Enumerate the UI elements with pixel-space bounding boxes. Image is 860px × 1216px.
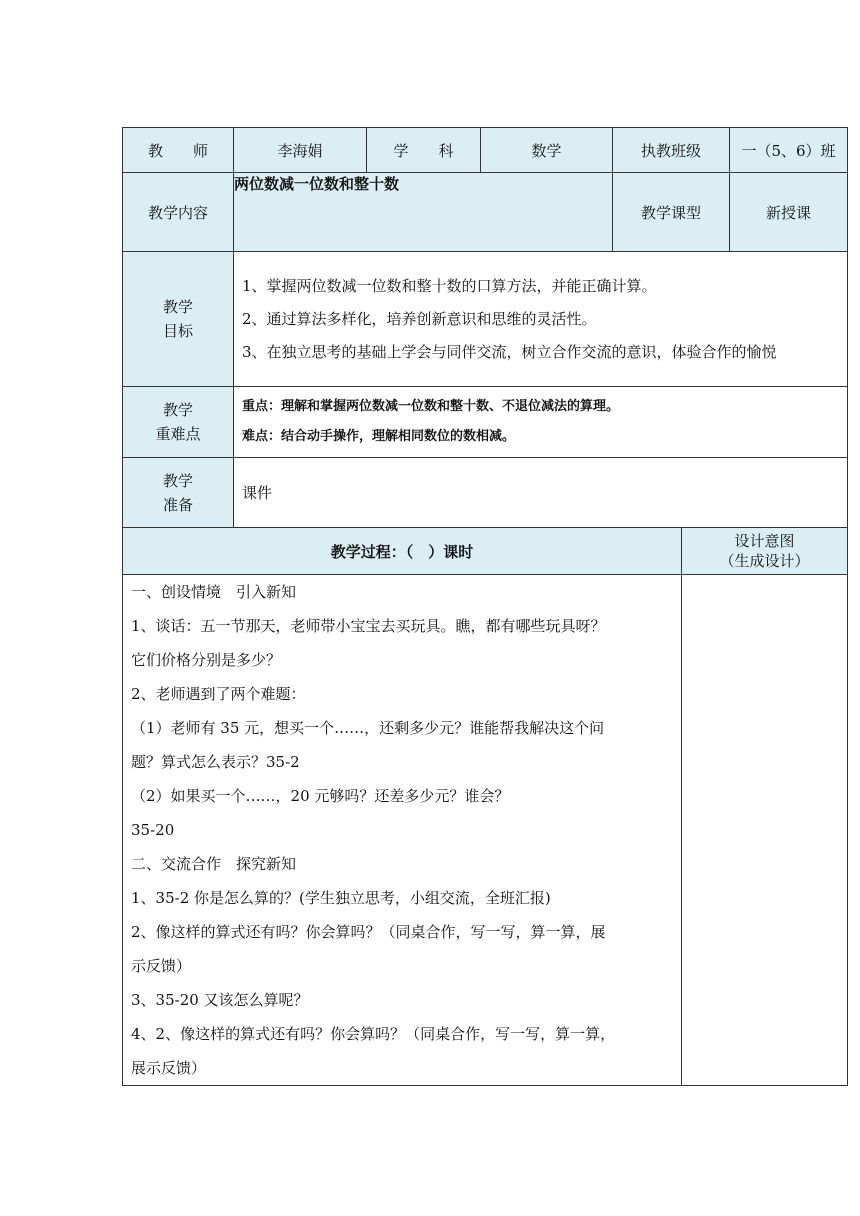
process-line: 展示反馈） [131,1059,207,1077]
objectives-row [123,252,848,387]
objectives-content [234,252,848,387]
process-line: 2、老师遇到了两个难题： [131,685,306,703]
content-label: 教学内容 [123,173,234,252]
content-row [123,173,848,252]
process-line: 2、像这样的算式还有吗？你会算吗？（同桌合作，写一写，算一算，展 [131,923,606,941]
design-intent-content [682,575,848,1086]
design-intent-header [682,528,848,575]
process-line: 3、35-20 又该怎么算呢？ [131,991,309,1009]
objective-item: 1、掌握两位数减一位数和整十数的口算方法，并能正确计算。 [242,276,657,295]
preparation-label [123,458,234,528]
content-title: 两位数减一位数和整十数 [234,173,613,252]
process-line: 1、谈话：五一节那天，老师带小宝宝去买玩具。瞧，都有哪些玩具呀？ [131,617,606,635]
class-label: 执教班级 [613,128,730,173]
teacher-label: 教 师 [123,128,234,173]
preparation-value: 课件 [234,458,848,528]
process-line: 二、交流合作 探究新知 [131,855,297,873]
subject-value: 数学 [481,128,613,173]
objective-item: 2、通过算法多样化，培养创新意识和思维的灵活性。 [242,309,597,328]
design-intent-line2: （生成设计） [719,552,810,570]
process-title: 教学过程：（ ）课时 [123,528,682,575]
difficulty-text: 难点：结合动手操作，理解相同数位的数相减。 [242,429,516,444]
objectives-label-line1: 教学 [162,298,193,316]
key-points-label-line1: 教学 [162,401,193,419]
design-intent-line1: 设计意图 [734,532,795,550]
process-header-row [123,528,848,575]
process-content [123,575,682,1086]
objectives-label-line2: 目标 [162,322,193,340]
process-line: 35-20 [131,821,175,839]
teacher-name: 李海娟 [234,128,367,173]
class-value: 一（5、6）班 [730,128,848,173]
subject-label: 学 科 [367,128,481,173]
process-line: （1）老师有 35 元，想买一个……，还剩多少元？谁能帮我解决这个问 [131,719,605,737]
key-point-text: 重点：理解和掌握两位数减一位数和整十数、不退位减法的算理。 [242,399,620,414]
key-points-label-line2: 重难点 [155,425,201,443]
process-line: 它们价格分别是多少？ [131,651,282,669]
process-line: 示反馈） [131,957,192,975]
preparation-label-line2: 准备 [162,495,193,514]
process-line: 题？算式怎么表示？35-2 [131,753,300,771]
process-line: 一、创设情境 引入新知 [131,583,297,601]
lesson-type-value: 新授课 [730,173,848,252]
process-line: 4、2、像这样的算式还有吗？你会算吗？（同桌合作，写一写，算一算， [131,1025,616,1043]
key-points-content [234,387,848,458]
process-line: （2）如果买一个……，20 元够吗？还差多少元？谁会？ [131,787,510,805]
preparation-label-line1: 教学 [162,471,193,490]
lesson-type-label: 教学课型 [613,173,730,252]
process-body-row [123,575,848,1086]
lesson-plan-table [122,127,848,1086]
process-line: 1、35-2 你是怎么算的？(学生独立思考，小组交流，全班汇报) [131,889,551,907]
key-points-row [123,387,848,458]
objective-item: 3、在独立思考的基础上学会与同伴交流，树立合作交流的意识，体验合作的愉悦 [242,342,777,361]
preparation-row [123,458,848,528]
objectives-label [123,252,234,387]
key-points-label [123,387,234,458]
header-row [123,128,848,173]
